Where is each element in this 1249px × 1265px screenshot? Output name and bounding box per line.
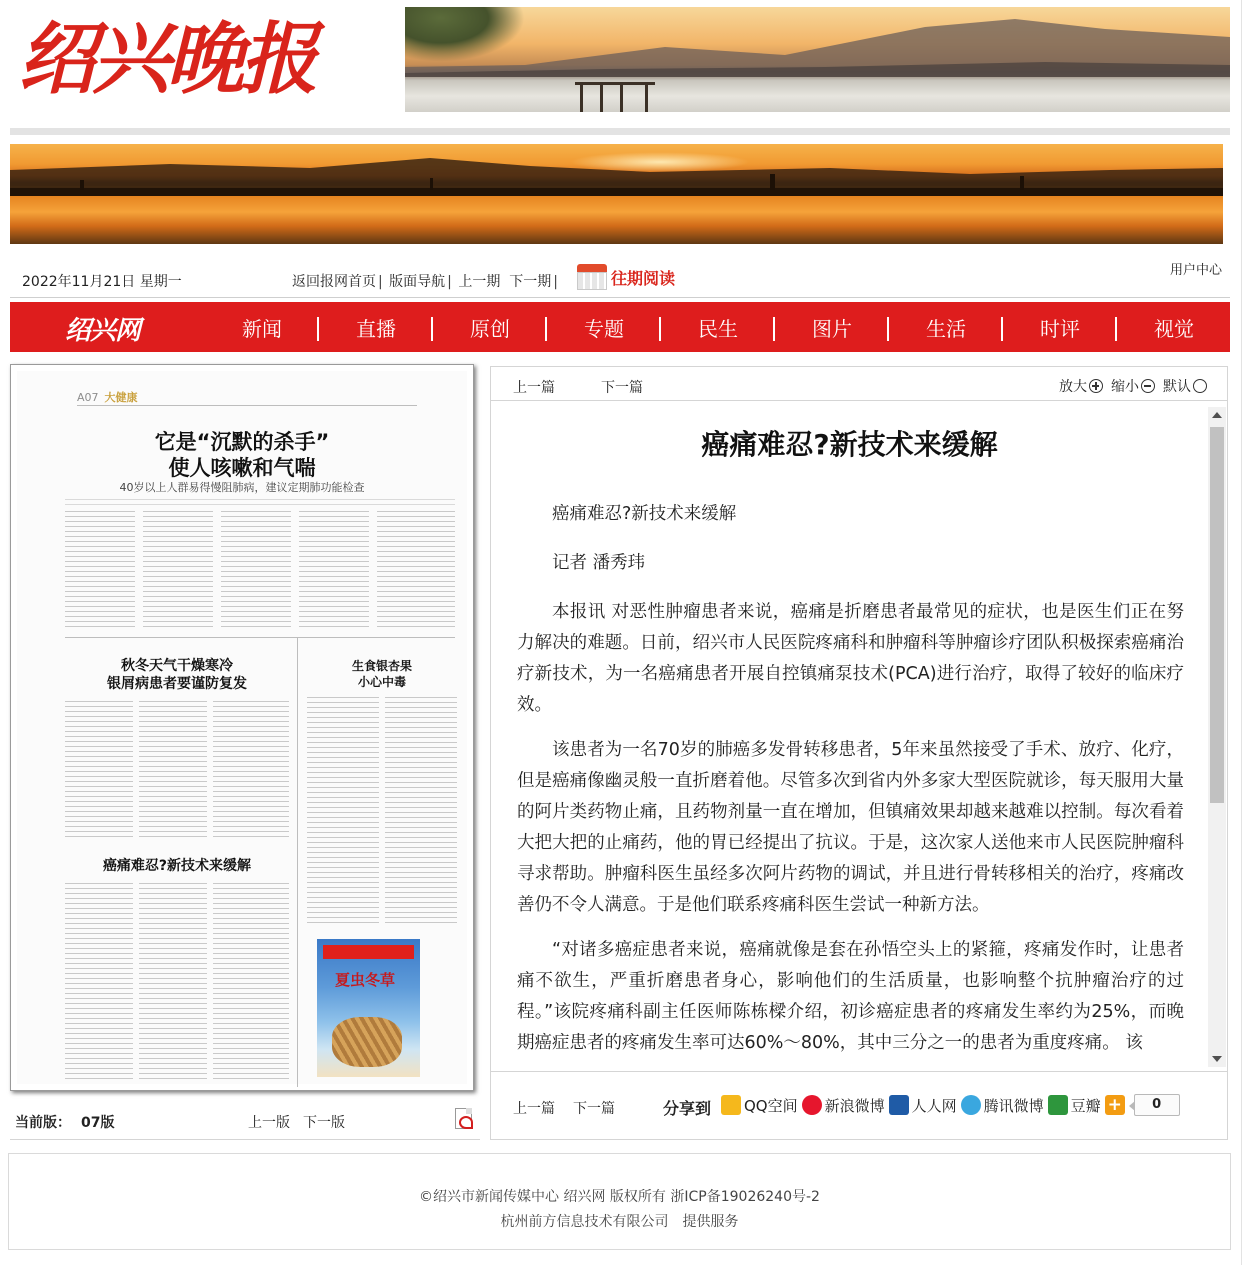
page-story4-head[interactable]: 癌痛难忍?新技术来缓解: [102, 858, 252, 874]
prev-page-link[interactable]: 上一版: [248, 1115, 290, 1131]
page-story3-head-2[interactable]: 小心中毒: [357, 675, 406, 689]
prev-article-link[interactable]: 上一篇: [513, 380, 555, 396]
calendar-icon: [575, 262, 609, 292]
share-more[interactable]: [1105, 1095, 1128, 1115]
douban-icon: [1048, 1095, 1068, 1115]
zoom-out-button[interactable]: 缩小: [1111, 376, 1155, 396]
next-issue-link[interactable]: 下一期: [509, 274, 552, 290]
tencent-weibo-icon: [961, 1095, 981, 1115]
home-link[interactable]: 返回报网首页: [292, 274, 376, 290]
page-story2-head-1[interactable]: 秋冬天气干燥寒冷: [121, 658, 233, 674]
footer-service-provider: 杭州前方信息技术有限公司 提供服务: [500, 1214, 739, 1230]
share-count: 0: [1134, 1094, 1180, 1116]
article-body: [517, 499, 1184, 1067]
page-subheadline: 40岁以上人群易得慢阻肺病，建议定期肺功能检查: [119, 481, 365, 494]
page-headline-1[interactable]: 它是“沉默的杀手”: [154, 430, 330, 454]
page-nav-link[interactable]: 版面导航: [389, 274, 446, 290]
prev-issue-link[interactable]: 上一期: [458, 274, 501, 290]
past-reading-button[interactable]: [575, 260, 675, 294]
newspaper-page-image[interactable]: [10, 364, 474, 1091]
nav-item-news[interactable]: 新闻: [205, 302, 319, 352]
date-toolbar: [10, 258, 1230, 298]
nav-item-topics[interactable]: 专题: [547, 302, 661, 352]
article-byline: 记者 潘秀玮: [552, 553, 646, 573]
page-story2-head-2[interactable]: 银屑病患者要谨防复发: [107, 676, 247, 692]
share-label: 分享到: [663, 1099, 712, 1118]
nav-item-visual[interactable]: 视觉: [1154, 316, 1194, 341]
article-paragraph: 本报讯 对恶性肿瘤患者来说，癌痛是折磨患者最常见的症状，也是医生们正在努力解决的难题。日前，绍兴市人民医院疼痛科和肿瘤科等肿瘤诊疗团队积极探索癌痛治疗新技术，为一名癌痛患者开展自控镇痛泵技术(PCA)进行治疗，取得了较好的临床疗效。: [517, 602, 1184, 715]
current-page: 当前版： 07版: [15, 1115, 115, 1131]
article-scrollbar[interactable]: [1208, 407, 1226, 1067]
share-qzone[interactable]: QQ空间: [721, 1095, 798, 1116]
header-lake-photo: [405, 7, 1230, 112]
renren-icon: [889, 1095, 909, 1115]
article-bottom-nav: [491, 1071, 1227, 1139]
scroll-down-arrow-icon[interactable]: [1212, 1056, 1222, 1062]
zoom-out-icon: [1141, 379, 1155, 393]
banner-sunset-photo: [10, 144, 1223, 244]
nav-item-livelihood[interactable]: 民生: [661, 302, 775, 352]
next-article-link-bottom[interactable]: 下一篇: [573, 1101, 615, 1117]
footer: [8, 1153, 1231, 1250]
past-reading-label: 往期阅读: [611, 268, 676, 288]
page-bar: [10, 1100, 480, 1140]
article-paragraph: 该患者为一名70岁的肺癌多发骨转移患者，5年来虽然接受了手术、放疗、化疗，但是癌痛像幽灵般一直折磨着他。尽管多次到省内外多家大型医院就诊，每天服用大量的阿片类药物止痛，且药物剂量一直在增加，但镇痛效果却越来越难以控制。每次看着大把大把的止痛药，他的胃已经提出了抗议。于是，这次家人送他来市人民医院肿瘤科寻求帮助。肿瘤科医生虽经多次阿片药物的调试，并且进行骨转移相关的治疗，疼痛改善仍不令人满意。于是他们联系疼痛科医生尝试一种新方法。: [517, 740, 1184, 915]
page-headline-2[interactable]: 使人咳嗽和气喘: [168, 456, 316, 480]
article-paragraph: “对诸多癌症患者来说，癌痛就像是套在孙悟空头上的紧箍，疼痛发作时，让患者痛不欲生，严重折磨患者身心，影响他们的生活质量，也影响整个抗肿瘤治疗的过程。”该院疼痛科副主任医师陈栋樑介绍，初诊癌症患者的疼痛发生率约为25%，而晚期癌症患者的疼痛发生率可达60%～80%，其中三分之一的患者为重度疼痛。 该: [517, 940, 1184, 1053]
nav-item-life[interactable]: 生活: [889, 302, 1003, 352]
share-tencent-weibo[interactable]: 腾讯微博: [961, 1095, 1044, 1116]
zoom-default-icon: [1193, 379, 1207, 393]
zoom-in-icon: [1089, 379, 1103, 393]
scrollbar-thumb[interactable]: [1210, 427, 1224, 803]
article-panel: [490, 366, 1228, 1140]
masthead-logo: 绍兴晚报: [18, 14, 315, 105]
share-renren[interactable]: 人人网: [889, 1095, 957, 1116]
issue-links: 返回报网首页 | 版面导航 | 上一期 下一期 |: [292, 274, 558, 290]
qzone-icon: [721, 1095, 741, 1115]
header-divider: [10, 128, 1230, 135]
footer-copyright: ©绍兴市新闻传媒中心 绍兴网 版权所有 浙ICP备19026240号-2: [419, 1189, 820, 1205]
issue-date: 2022年11月21日 星期一: [22, 274, 182, 290]
article-title: 癌痛难忍?新技术来缓解: [701, 428, 998, 461]
zoom-default-button[interactable]: 默认: [1163, 376, 1207, 396]
scroll-up-arrow-icon[interactable]: [1212, 412, 1222, 418]
share-weibo[interactable]: 新浪微博: [802, 1095, 885, 1116]
user-center-link[interactable]: 用户中心: [1169, 263, 1222, 278]
weibo-icon: [802, 1095, 822, 1115]
pdf-download-icon[interactable]: [455, 1108, 472, 1129]
page-edge: [1241, 0, 1242, 1265]
nav-item-live[interactable]: 直播: [319, 302, 433, 352]
share-list: [721, 1094, 1180, 1116]
next-page-link[interactable]: 下一版: [303, 1115, 345, 1131]
nav-item-commentary[interactable]: 时评: [1003, 302, 1117, 352]
nav-item-pictures[interactable]: 图片: [775, 302, 889, 352]
page-section-header: A07 大健康: [77, 391, 138, 404]
zoom-in-button[interactable]: 放大: [1059, 376, 1103, 396]
more-plus-icon: +: [1105, 1095, 1125, 1115]
nav-item-original[interactable]: 原创: [433, 302, 547, 352]
share-douban[interactable]: 豆瓣: [1048, 1095, 1101, 1116]
main-nav: [10, 302, 1230, 352]
site-logo[interactable]: 绍兴网: [65, 316, 141, 346]
page-advertisement: 夏虫冬草: [317, 939, 420, 1077]
article-content: [492, 407, 1226, 1067]
prev-article-link-bottom[interactable]: 上一篇: [513, 1101, 555, 1117]
next-article-link[interactable]: 下一篇: [601, 380, 643, 396]
nav-items: [205, 302, 1231, 352]
zoom-controls: [1051, 376, 1207, 396]
article-subtitle: 癌痛难忍?新技术来缓解: [552, 504, 737, 524]
page-story3-head-1[interactable]: 生食银杏果: [351, 659, 412, 673]
article-top-nav: [491, 367, 1227, 401]
